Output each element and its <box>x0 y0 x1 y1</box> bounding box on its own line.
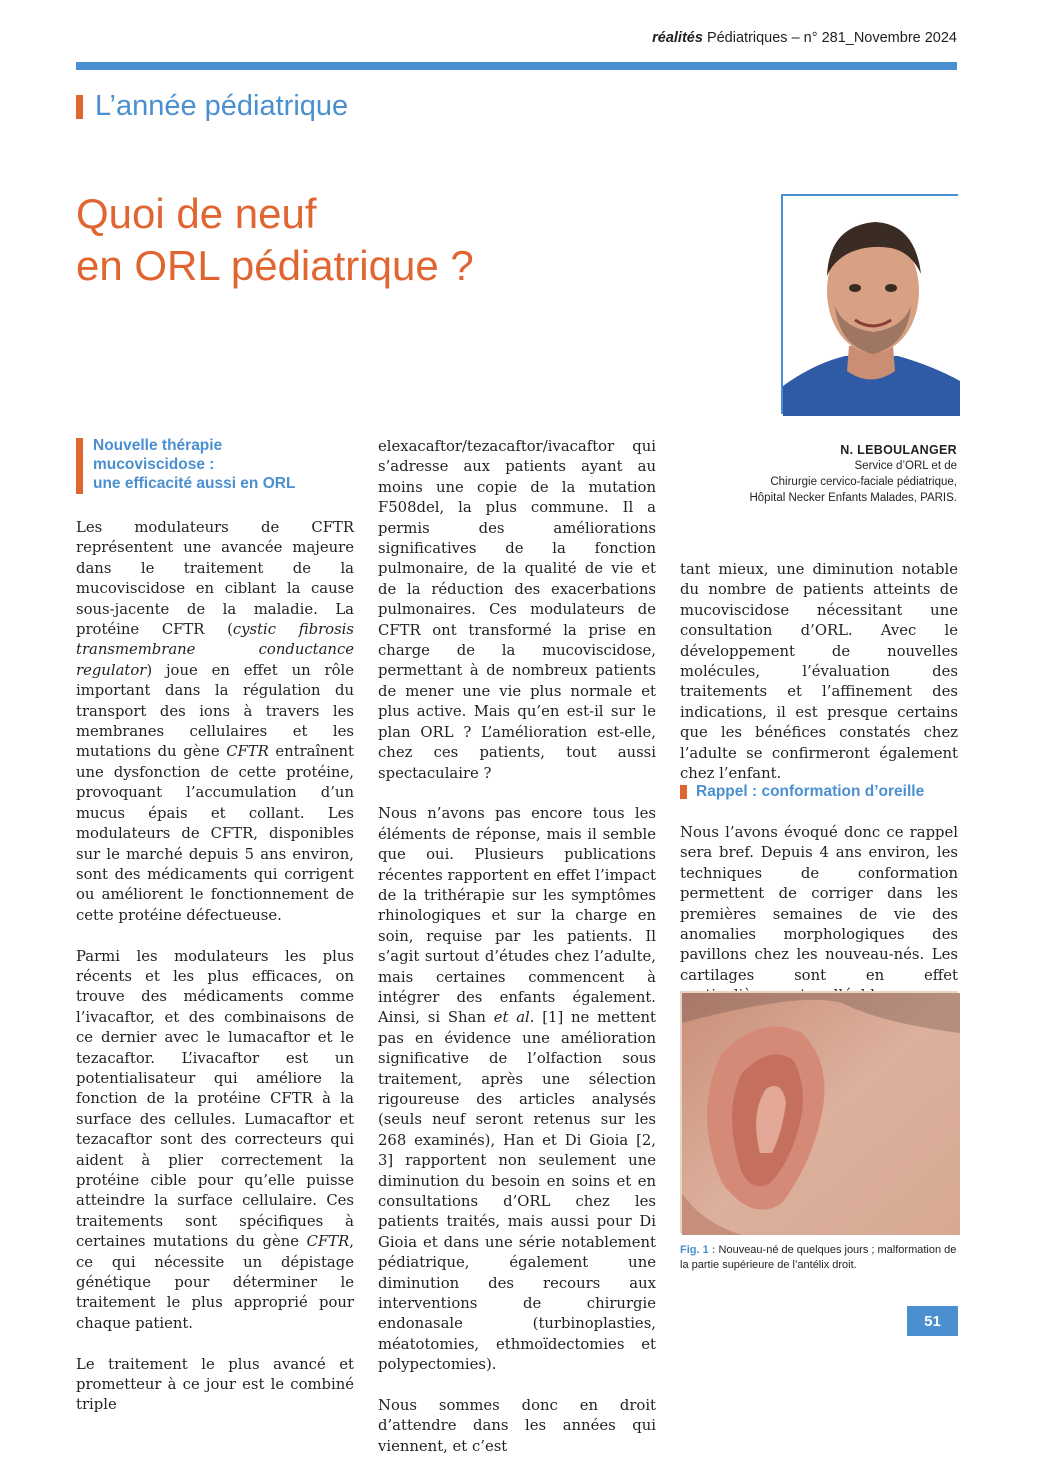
text-column-3-continued <box>680 823 958 1007</box>
text-run: Parmi les modulateurs les plus récents et les plus efficaces, on trouve des médicaments comme l’ivacaftor, et des combinaisons de ce dernier avec le lumacaftor et le tezacaftor. L’ivacaftor est un potentialisateur qui améliore la fonction de la protéine CFTR à la surface des cellules. Lumacaftor et tezacaftor sont des correcteurs qui aident à plier correctement la protéine cible pour qu’elle puisse atteindre la surface cellulaire. Ces traitements sont spécifiques à certaines mutations du gène <box>76 947 354 1251</box>
paragraph: Le traitement le plus avancé et prometteur à ce jour est le combiné triple <box>76 1355 354 1414</box>
paragraph: elexacaftor/tezacaftor/ivacaftor qui s’adresse aux patients ayant au moins une copie de la mutation F508del, la plus commune. Il a permis des améliorations significatives de la fonction pulmonaire, de la qualité de vie et de la réduction des exacerbations pulmonaires. Ces modulateurs de CFTR ont transformé la prise en charge de la mucoviscidose, permettant à de nombreux patients de mener une vie plus normale et plus active. Mais qu’en est-il sur le plan ORL ? L’amélioration est-elle, chez ces patients, tout aussi spectaculaire ? <box>378 438 656 782</box>
figure-ear-photo <box>680 991 958 1233</box>
section-label <box>76 90 348 123</box>
text-column-3 <box>680 560 958 784</box>
text-run: ) joue en effet un rôle important dans la régulation du transport des ions à travers les membranes cellulaires et les mutations du gène <box>76 661 354 761</box>
subheading-line-2: mucoviscidose : <box>93 456 215 473</box>
subheading-line-1: Nouvelle thérapie <box>93 437 223 454</box>
text-column-1 <box>76 518 354 1416</box>
text-run: entraînent une dysfonction de cette protéine, provoquant l’accumulation d’un mucus épais et collant. Les modulateurs de CFTR, disponibles sur le marché depuis 5 ans environ, sont des médicaments qui corrigent ou améliorent le fonctionnement de cette protéine défectueuse. <box>76 743 355 924</box>
figure-label: Fig. 1 : <box>680 1244 716 1256</box>
title-line-2: en ORL pédiatrique ? <box>76 242 474 289</box>
italic-run: CFTR <box>306 1233 350 1251</box>
section-marker <box>76 95 83 119</box>
subheading-marker <box>76 438 83 494</box>
text-run: Les modulateurs de CFTR représentent une avancée majeure dans le traitement de la mucoviscidose en ciblant la cause sous-jacente de la maladie. La protéine CFTR ( <box>76 519 354 639</box>
author-affiliation-2: Chirurgie cervico-faciale pédiatrique, <box>770 476 957 488</box>
page-number: 51 <box>907 1306 958 1336</box>
ear-photo-illustration <box>682 993 960 1235</box>
author-photo-illustration <box>783 196 960 416</box>
author-portrait <box>781 194 958 414</box>
author-name: N. LEBOULANGER <box>840 443 957 457</box>
subheading-conformation <box>680 783 924 801</box>
journal-issue: Pédiatriques – n° 281_Novembre 2024 <box>702 30 957 46</box>
text-run: Nous n’avons pas encore tous les éléments de réponse, mais il semble que oui. Plusieurs publications récentes rapportent en effet l’impact de la trithérapie sur les symptômes rhinologiques et sur la charge en soin, requise par les patients. Il s’agit surtout d’études chez l’adulte, mais certaines commencent à intégrer des enfants également. Ainsi, si Shan <box>378 805 656 1027</box>
paragraph: tant mieux, une diminution notable du nombre de patients atteints de mucoviscidose nécessitant une consultation d’ORL. Avec le développement de nouvelles molécules, l’évaluation des traitements et l’affinement des indications, il est presque certains que les bénéfices constatés chez l’adulte se confirmeront également chez l’enfant. <box>680 561 958 783</box>
text-run: , ce qui nécessite un dépistage génétique pour déterminer le traitement le plus approprié pour chaque patient. <box>76 1233 354 1332</box>
paragraph: Nous l’avons évoqué donc ce rappel sera bref. Depuis 4 ans environ, les techniques de conformation permettent de corriger dans les premières semaines de vie des anomalies morphologiques des pavillons chez les nouveau-nés. Les cartilages sont en effet <box>680 824 958 984</box>
italic-run: et al. <box>493 1009 535 1027</box>
subheading-text: Rappel : conformation d’oreille <box>696 783 925 800</box>
text-column-2 <box>378 437 656 1457</box>
paragraph <box>76 518 354 926</box>
paragraph <box>76 947 354 1335</box>
running-header <box>652 30 957 46</box>
italic-run: cystic fibrosis transmembrane conductance regulator <box>76 621 354 679</box>
article-title <box>76 188 676 292</box>
subheading-text <box>93 436 295 494</box>
figure-caption <box>680 1243 960 1273</box>
subheading-marker <box>680 785 687 799</box>
title-line-1: Quoi de neuf <box>76 190 317 237</box>
text-run: [1] ne mettent pas en évidence une amélioration significative de l’olfaction sous traitement, après une sélection rigoureuse des articles analysés (seuls neuf seront retenus sur les 268 examinés), Han et Di Gioia [2, 3] rapportent non seulement une diminution du besoin en soins et en consultations d’ORL chez les patients traités, mais aussi pour Di Gioia et dans une série notablement pédiatrique, également une diminution des recours aux interventions de chirurgie endonasale (turbinoplasties, méatotomies, ethmoïdectomies et polypectomies). <box>378 1009 656 1374</box>
journal-brand: réalités <box>652 30 703 46</box>
author-affiliation-3: Hôpital Necker Enfants Malades, PARIS. <box>749 492 957 504</box>
paragraph <box>378 804 656 1375</box>
subheading-mucoviscidose <box>76 436 295 494</box>
author-affiliation-1: Service d’ORL et de <box>854 460 957 472</box>
header-rule <box>76 62 957 70</box>
paragraph: Nous sommes donc en droit d’attendre dans les années qui viennent, et c’est <box>378 1397 656 1455</box>
author-block <box>749 442 957 506</box>
italic-run: CFTR <box>226 743 269 761</box>
section-label-text: L’année pédiatrique <box>95 90 349 122</box>
subheading-line-3: une efficacité aussi en ORL <box>93 475 296 492</box>
figure-caption-text: Nouveau-né de quelques jours ; malformation de la partie supérieure de l’antélix droit. <box>680 1244 957 1271</box>
